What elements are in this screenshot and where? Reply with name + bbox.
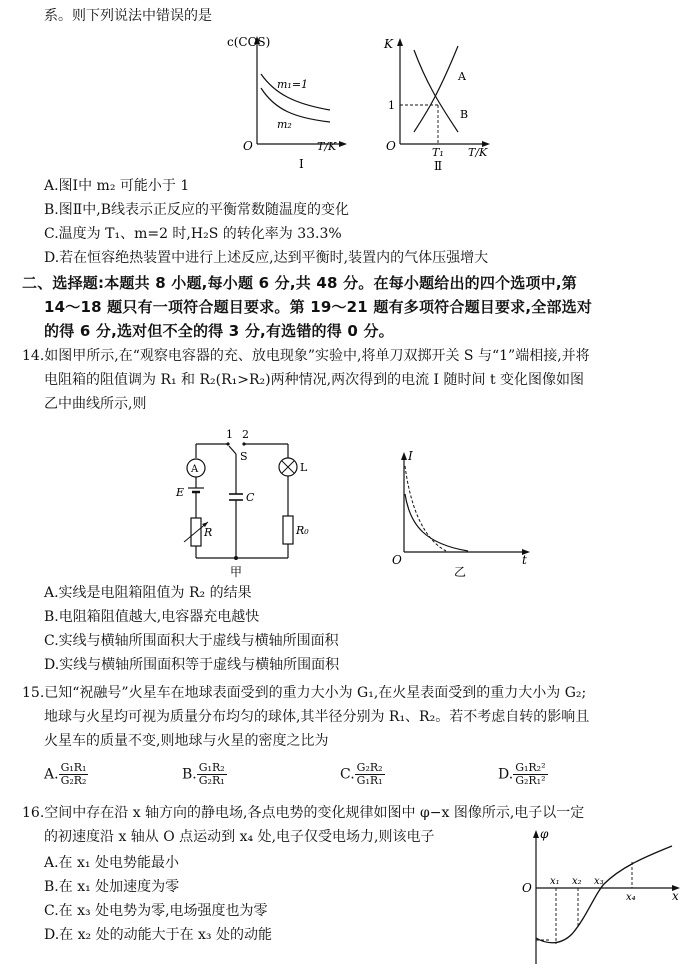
circuit-emf-label: E xyxy=(176,486,185,499)
q15-option-c-letter: C. xyxy=(340,766,355,783)
q15-option-c-den: G₁R₁ xyxy=(356,774,383,787)
fig2-tick-x: T₁ xyxy=(432,146,444,159)
q14-circuit-diagram xyxy=(168,424,318,584)
circuit-label-1: 1 xyxy=(226,428,233,441)
q15-option-a-den: G₂R₂ xyxy=(60,774,87,787)
q13-option-c: C.温度为 T₁、m=2 时,H₂S 的转化率为 33.3% xyxy=(44,226,342,242)
fig2-xlabel: T/K xyxy=(468,146,488,159)
q15-option-b-letter: B. xyxy=(182,766,197,783)
q14-stem-line3: 乙中曲线所示,则 xyxy=(44,396,147,412)
circuit-resistor-label: R xyxy=(204,526,213,539)
circuit-capacitor-label: C xyxy=(246,491,255,504)
q15-option-b xyxy=(182,762,227,787)
section-2-header-line3: 的得 6 分,选对但不全的得 3 分,有选错的得 0 分。 xyxy=(44,322,394,340)
fig2-curve-a: A xyxy=(458,70,466,83)
fig1-origin: O xyxy=(243,139,253,153)
section-2-header-line1: 二、选择题:本题共 8 小题,每小题 6 分,共 48 分。在每小题给出的四个选项中,第 xyxy=(22,274,577,292)
q15-option-a-letter: A. xyxy=(44,766,59,783)
graph-i-caption: 乙 xyxy=(454,565,467,579)
q16-option-c: C.在 x₃ 处电势为零,电场强度也为零 xyxy=(44,903,268,919)
q15-stem-line1: 15.已知“祝融号”火星车在地球表面受到的重力大小为 G₁,在火星表面受到的重力大小为 G₂; xyxy=(22,685,587,701)
q14-option-a: A.实线是电阻箱阻值为 R₂ 的结果 xyxy=(44,585,252,601)
q15-option-d-letter: D. xyxy=(498,766,514,783)
q15-option-c xyxy=(340,762,385,787)
q15-stem-line2: 地球与火星均可视为质量分布均匀的球体,其半径分别为 R₁、R₂。若不考虑自转的影响且 xyxy=(44,709,590,725)
graph-i-origin: O xyxy=(392,553,402,567)
q13-option-d: D.若在恒容绝热装置中进行上述反应,达到平衡时,装置内的气体压强增大 xyxy=(44,250,489,266)
q14-option-d: D.实线与横轴所围面积等于虚线与横轴所围面积 xyxy=(44,657,340,673)
graph-i-xlabel: t xyxy=(522,553,527,567)
q15-option-b-den: G₂R₁ xyxy=(198,774,225,787)
q13-option-a: A.图Ⅰ中 m₂ 可能小于 1 xyxy=(44,178,190,194)
q14-stem-line2: 电阻箱的阻值调为 R₁ 和 R₂(R₁>R₂)两种情况,两次得到的电流 I 随时间 t 变化图像如图 xyxy=(44,372,585,388)
phi-origin: O xyxy=(522,881,532,895)
q15-option-a-fraction xyxy=(59,762,89,787)
figure-2-graph xyxy=(378,32,503,172)
circuit-lamp-label: L xyxy=(300,461,308,474)
graph-i-ylabel: I xyxy=(408,449,413,463)
q16-potential-graph xyxy=(516,826,686,966)
circuit-caption: 甲 xyxy=(230,565,243,579)
q13-stem-tail: 系。则下列说法中错误的是 xyxy=(44,8,212,24)
q15-option-c-num: G₂R₂ xyxy=(356,761,383,774)
q15-option-d-fraction xyxy=(513,762,547,787)
circuit-r0-label: R₀ xyxy=(296,524,309,537)
q15-option-b-fraction xyxy=(197,762,227,787)
fig2-caption: Ⅱ xyxy=(434,159,443,172)
fig1-xlabel: T/K xyxy=(317,140,337,153)
fig1-curve1-label: m₁=1 xyxy=(277,78,309,91)
q16-option-d: D.在 x₂ 处的动能大于在 x₃ 处的动能 xyxy=(44,927,272,943)
q15-option-b-num: G₁R₂ xyxy=(198,761,225,774)
circuit-ammeter-label: A xyxy=(191,464,199,475)
q14-stem-line1: 14.如图甲所示,在“观察电容器的充、放电现象”实验中,将单刀双掷开关 S 与“1”端相接,并将 xyxy=(22,348,590,364)
fig2-tick-y: 1 xyxy=(388,99,395,112)
section-2-header-line2: 14～18 题只有一项符合题目要求。第 19～21 题有多项符合题目要求,全部选对 xyxy=(44,298,593,316)
fig1-ylabel: c(COS) xyxy=(227,35,271,49)
q16-option-b: B.在 x₁ 处加速度为零 xyxy=(44,879,180,895)
q14-option-b: B.电阻箱阻值越大,电容器充电越快 xyxy=(44,609,260,625)
fig1-curve2-label: m₂ xyxy=(277,118,292,131)
circuit-label-2: 2 xyxy=(242,428,249,441)
phi-xlabel: x xyxy=(672,889,679,903)
fig2-curve-b: B xyxy=(460,108,469,121)
q14-current-time-graph xyxy=(388,448,538,582)
phi-ylabel: φ xyxy=(540,827,549,841)
q16-stem-line1: 16.空间中存在沿 x 轴方向的静电场,各点电势的变化规律如图中 φ−x 图像所示,电子以一定 xyxy=(22,805,585,821)
q15-option-a-num: G₁R₁ xyxy=(60,761,87,774)
phi-x4-label: x₄ xyxy=(626,892,636,903)
q15-option-d-den: G₂R₁² xyxy=(515,774,546,787)
phi-x2-label: x₂ xyxy=(572,876,582,887)
fig2-origin: O xyxy=(386,139,396,153)
figure-1-graph xyxy=(225,32,350,172)
circuit-switch-label: S xyxy=(240,450,248,463)
q14-option-c: C.实线与横轴所围面积大于虚线与横轴所围面积 xyxy=(44,633,339,649)
q15-option-d xyxy=(498,762,548,787)
q15-option-a xyxy=(44,762,88,787)
q15-option-d-num: G₁R₂² xyxy=(515,761,546,774)
q15-option-c-fraction xyxy=(355,762,385,787)
q16-option-a: A.在 x₁ 处电势能最小 xyxy=(44,855,179,871)
q13-option-b: B.图Ⅱ中,B线表示正反应的平衡常数随温度的变化 xyxy=(44,202,349,218)
fig1-caption: Ⅰ xyxy=(299,157,304,171)
q15-stem-line3: 火星车的质量不变,则地球与火星的密度之比为 xyxy=(44,733,329,749)
q16-stem-line2: 的初速度沿 x 轴从 O 点运动到 x₄ 处,电子仅受电场力,则该电子 xyxy=(44,829,435,845)
fig2-ylabel: K xyxy=(384,37,393,51)
phi-x3-label: x₃ xyxy=(594,876,604,887)
phi-x1-label: x₁ xyxy=(550,876,560,887)
